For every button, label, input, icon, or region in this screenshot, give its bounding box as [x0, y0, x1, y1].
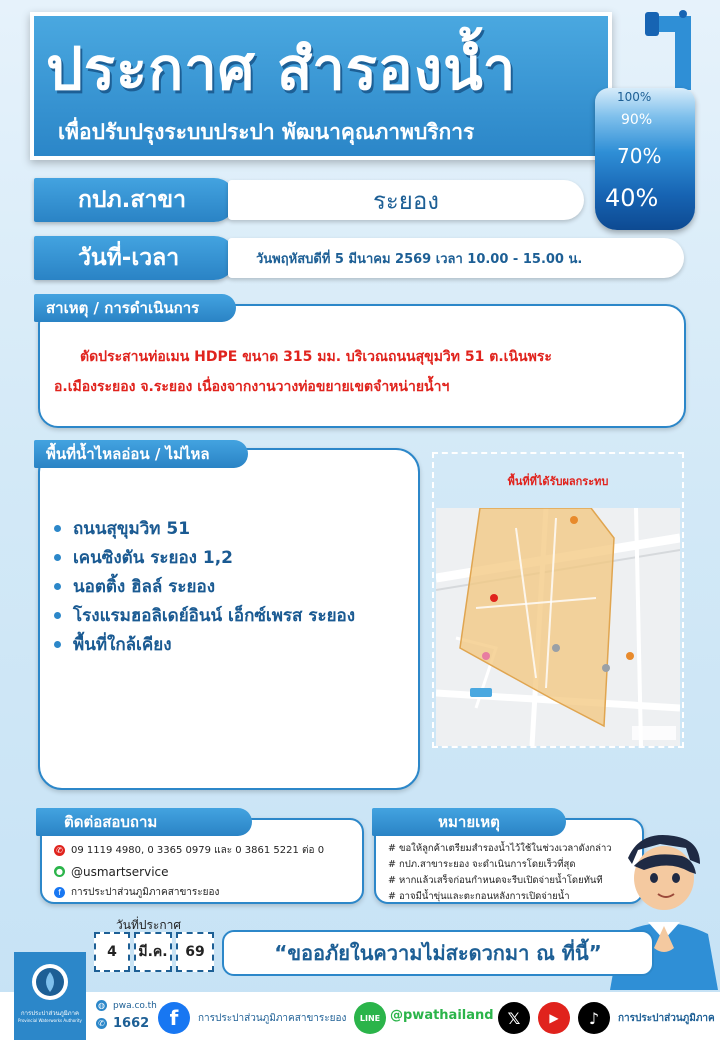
datetime-value: วันพฤหัสบดีที่ 5 มีนาคม 2569 เวลา 10.00 - 15.00 น.	[228, 238, 684, 278]
map-title: พื้นที่ที่ได้รับผลกระทบ	[507, 475, 609, 488]
areas-tag: พื้นที่น้ำไหลอ่อน / ไม่ไหล	[34, 440, 248, 468]
branch-label: กปภ.สาขา	[34, 178, 236, 222]
tank-body	[595, 88, 695, 230]
youtube-icon[interactable]: ▶	[538, 1002, 570, 1034]
page-title: ประกาศ สำรองน้ำ	[46, 35, 517, 103]
page-subtitle: เพื่อปรับปรุงระบบประปา พัฒนาคุณภาพบริการ	[58, 120, 475, 144]
level-70: 70%	[617, 144, 662, 168]
tiktok-icon[interactable]: ♪	[578, 1002, 610, 1034]
cause-box	[38, 304, 686, 428]
level-40: 40%	[605, 184, 659, 212]
areas-list	[54, 514, 355, 659]
water-tank-illustration	[585, 10, 715, 235]
level-90: 90%	[621, 112, 653, 128]
note-item: # กปภ.สาขาระยอง จะดำเนินการโดยเร็วที่สุด	[388, 858, 576, 870]
contact-facebook[interactable]	[54, 882, 324, 903]
line-icon[interactable]: LINE	[354, 1002, 386, 1034]
contact-phone[interactable]	[54, 840, 324, 861]
affected-area-map[interactable]	[436, 508, 680, 746]
phone-icon: ✆	[96, 1018, 107, 1029]
faucet-icon	[645, 10, 695, 90]
announce-day: 4	[94, 932, 130, 972]
x-icon[interactable]: 𝕏	[498, 1002, 530, 1034]
branch-value: ระยอง	[228, 180, 584, 220]
notes-tag: หมายเหตุ	[372, 808, 566, 836]
contact-tag: ติดต่อสอบถาม	[36, 808, 252, 836]
list-item: นอตติ้ง ฮิลล์ ระยอง	[54, 572, 355, 601]
phone-icon: ✆	[54, 845, 65, 856]
facebook-icon[interactable]: f	[158, 1002, 190, 1034]
hotline[interactable]	[96, 1016, 149, 1031]
facebook-icon: f	[54, 887, 65, 898]
note-item: # ขอให้ลูกค้าเตรียมสำรองน้ำไว้ใช้ในช่วงเวลาดังกล่าว	[388, 842, 612, 854]
pwa-emblem-icon	[30, 962, 70, 1002]
note-item: # หากแล้วเสร็จก่อนกำหนดจะรีบเปิดจ่ายน้ำโดยทันที	[388, 874, 603, 886]
line-icon: ●	[54, 866, 65, 877]
cause-line-1: ตัดประสานท่อเมน HDPE ขนาด 315 มม. บริเวณถนนสุขุมวิท 51 ต.เนินพระ	[80, 349, 552, 365]
list-item: พื้นที่ใกล้เคียง	[54, 630, 355, 659]
logo-text: การประปาส่วนภูมิภาค	[20, 1010, 80, 1017]
list-item: เคนซิงตัน ระยอง 1,2	[54, 543, 355, 572]
footer-line-id[interactable]: @pwathailand	[390, 1008, 494, 1023]
announce-date-label: วันที่ประกาศ	[116, 918, 181, 932]
areas-box	[38, 448, 420, 790]
cause-line-2: อ.เมืองระยอง จ.ระยอง เนื่องจากงานวางท่อขยายเขตจำหน่ายน้ำฯ	[54, 379, 450, 395]
note-item: # อาจมีน้ำขุ่นและตะกอนหลังการเปิดจ่ายน้ำ	[388, 890, 570, 902]
website-text: pwa.co.th	[113, 1000, 157, 1011]
website-link[interactable]	[96, 1000, 157, 1011]
line-text: @usmartservice	[71, 864, 169, 879]
globe-icon: ◍	[96, 1000, 107, 1011]
announce-month: มี.ค.	[134, 932, 172, 972]
list-item: ถนนสุขุมวิท 51	[54, 514, 355, 543]
list-item: โรงแรมฮอลิเดย์อินน์ เอ็กซ์เพรส ระยอง	[54, 601, 355, 630]
datetime-label: วันที่-เวลา	[34, 236, 236, 280]
map-frame	[432, 452, 684, 748]
phone-text: 09 1119 4980, 0 3365 0979 และ 0 3861 5221 ต่อ 0	[71, 845, 325, 856]
pwa-logo	[14, 952, 86, 1040]
level-100: 100%	[617, 90, 652, 104]
facebook-text: การประปาส่วนภูมิภาคสาขาระยอง	[71, 887, 220, 898]
cause-tag: สาเหตุ / การดำเนินการ	[34, 294, 236, 322]
footer-social-name: การประปาส่วนภูมิภาค	[618, 1013, 715, 1024]
apology-message: “ขออภัยในความไม่สะดวกมา ณ ที่นี้”	[222, 930, 654, 976]
hotline-text: 1662	[113, 1016, 150, 1031]
contact-line[interactable]	[54, 861, 324, 882]
logo-subtext: Provincial Waterworks Authority	[18, 1018, 82, 1023]
announce-year: 69	[176, 932, 214, 972]
footer-facebook-name[interactable]: การประปาส่วนภูมิภาคสาขาระยอง	[198, 1013, 347, 1024]
